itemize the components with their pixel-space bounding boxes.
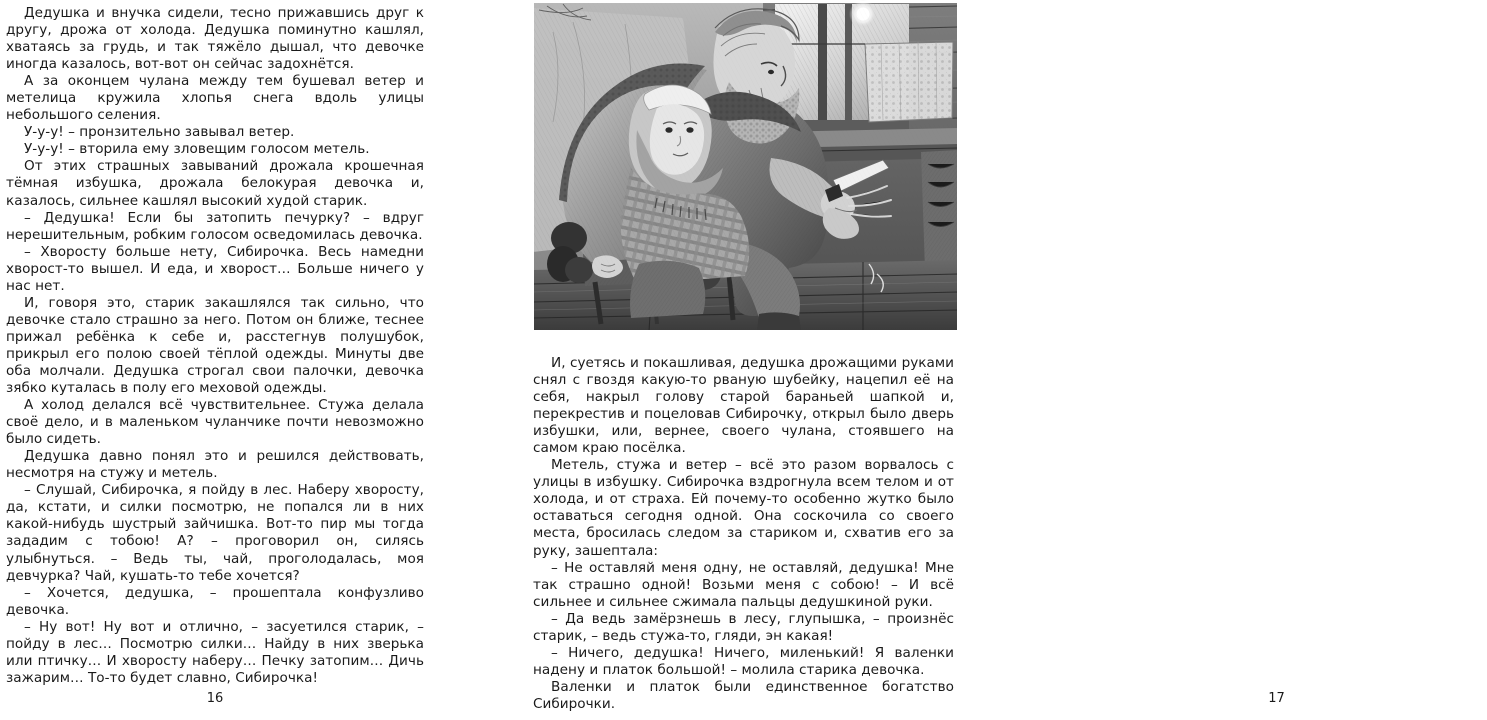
- left-page-paragraph: – Слушай, Сибирочка, я пойду в лес. Наберу хворосту, да, кстати, и силки посмотрю, не попался ли в них какой-нибудь шустрый зайчишка. Вот-то пир мы тогда зададим с тобою! А? – проговорил он, силясь улыбнуться. – Ведь ты, чай, проголодалась, моя девчурка? Чай, кушать-то тебе хочется?: [6, 482, 424, 584]
- left-page-paragraph: И, говоря это, старик закашлялся так сильно, что девочке стало страшно за него. Потом он ближе, теснее прижал ребёнка к себе и, расстегнув полушубок, прикрыл его полою своей тёплой одежды. Минуты две оба молчали. Дедушка строгал свои палочки, девочка зябко куталась в полу его меховой одежды.: [6, 294, 424, 397]
- right-page-paragraph: – Не оставляй меня одну, не оставляй, дедушка! Мне так страшно одной! Возьми меня с собою! – И всё сильнее и сильнее сжимала пальцы дедушкиной руки.: [533, 559, 954, 610]
- left-page-paragraph: – Хворосту больше нету, Сибирочка. Весь намедни хворост-то вышел. И еда, и хворост… Больше ничего у нас нет.: [6, 243, 424, 294]
- left-page-paragraph: А за оконцем чулана между тем бушевал ветер и метелица кружила хлопья снега вдоль улицы небольшого селения.: [6, 73, 424, 124]
- right-page-paragraph: И, суетясь и покашливая, дедушка дрожащими руками снял с гвоздя какую-то рваную шубейку, нацепил её на себя, накрыл голову старой бараньей шапкой и, перекрестив и поцеловав Сибирочку, открыл было дверь избушки, или, вернее, своего чулана, стоявшего на самом краю посёлка.: [533, 355, 954, 457]
- left-page-paragraph: От этих страшных завываний дрожала крошечная тёмная избушка, дрожала белокурая девочка и, казалось, сильнее кашлял высокий худой старик.: [6, 158, 424, 209]
- right-page-body-text: [533, 355, 954, 713]
- left-page-paragraph: У-у-у! – вторила ему зловещим голосом метель.: [24, 141, 370, 158]
- left-page-paragraph: – Дедушка! Если бы затопить печурку? – вдруг нерешительным, робким голосом осведомилась девочка.: [6, 209, 424, 243]
- left-page-paragraph: А холод делался всё чувствительнее. Стужа делала своё дело, и в маленьком чуланчике почти невозможно было сидеть.: [6, 397, 424, 448]
- left-page-body-text: [6, 5, 424, 687]
- left-page-folio: 16: [206, 691, 224, 706]
- left-page: [6, 0, 424, 720]
- left-page-paragraph: Дедушка давно понял это и решился действовать, несмотря на стужу и метель.: [6, 448, 424, 482]
- left-page-paragraph: Дедушка и внучка сидели, тесно прижавшись друг к другу, дрожа от холода. Дедушка поминутно кашлял, хватаясь за грудь, и так тяжёло дышал, что девочке иногда казалось, вот-вот он сейчас задохнётся.: [6, 5, 424, 73]
- left-page-paragraph: У-у-у! – пронзительно завывал ветер.: [24, 124, 295, 141]
- right-page-paragraph: – Да ведь замёрзнешь в лесу, глупышка, – произнёс старик, – ведь стужа-то, гляди, эн какая!: [533, 610, 954, 644]
- right-page-paragraph: Метель, стужа и ветер – всё это разом ворвалось с улицы в избушку. Сибирочка вздрогнула всем телом и от холода, и от страха. Ей почему-то особенно жутко было оставаться сегодня одной. Она соскочила со своего места, бросилась следом за стариком и, схватив его за руку, зашептала:: [533, 457, 954, 559]
- right-page-paragraph: Валенки и платок были единственное богатство Сибирочки.: [533, 678, 954, 712]
- left-page-paragraph: – Ну вот! Ну вот и отлично, – засуетился старик, – пойду в лес… Посмотрю силки… Найду в них зверька или птичку… И хворосту наберу… Печку затопим… Дичь зажарим… То-то будет славно, Сибирочка!: [6, 618, 424, 686]
- right-page-paragraph: – Ничего, дедушка! Ничего, миленький! Я валенки надену и платок большой! – молила старика девочка.: [533, 644, 954, 678]
- left-page-paragraph: – Хочется, дедушка, – прошептала конфузливо девочка.: [6, 584, 424, 618]
- grandfather-and-girl-illustration: [533, 2, 958, 331]
- right-page-folio: 17: [1268, 691, 1285, 706]
